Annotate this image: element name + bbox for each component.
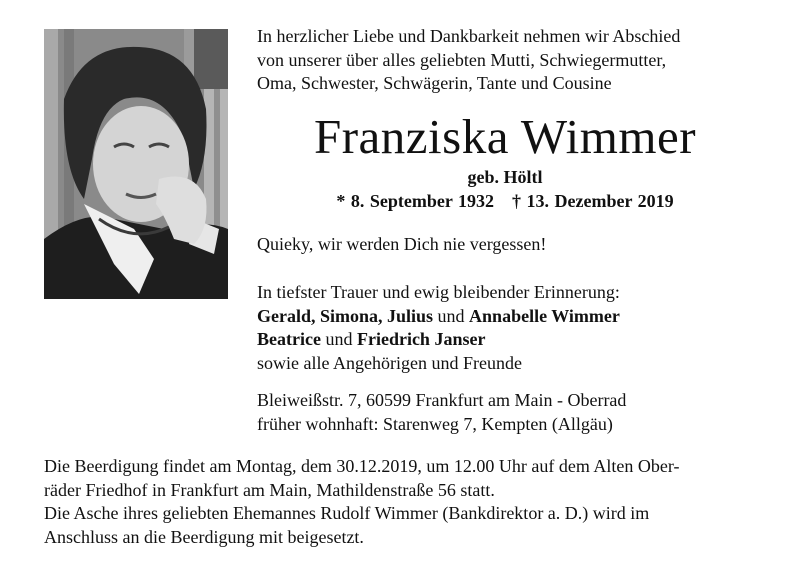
funeral-line: Anschluss an die Beerdigung mit beigesetzt. <box>44 526 364 547</box>
deceased-name: Franziska Wimmer <box>313 109 697 164</box>
mourner-names: Beatrice <box>257 329 321 349</box>
funeral-details <box>44 455 758 549</box>
current-address: Bleiweißstr. 7, 60599 Frankfurt am Main - Oberrad <box>257 390 627 410</box>
death-date: † 13. Dezember 2019 <box>512 191 674 211</box>
address-block <box>257 389 777 436</box>
mourner-conjunction: und <box>320 329 357 349</box>
intro-text <box>257 25 757 96</box>
portrait-photo <box>44 29 228 299</box>
intro-line: von unserer über alles geliebten Mutti, Schwiegermutter, <box>257 49 667 70</box>
mourners-row <box>257 328 777 352</box>
funeral-line: Die Asche ihres geliebten Ehemannes Rudolf Wimmer (Bankdirektor a. D.) wird im <box>44 503 650 523</box>
mourners-heading: In tiefster Trauer und ewig bleibender Erinnerung: <box>257 282 620 302</box>
life-dates <box>230 190 780 212</box>
funeral-line: Die Beerdigung findet am Montag, dem 30.12.2019, um 12.00 Uhr auf dem Alten Ober- <box>44 456 680 476</box>
mourners-others: sowie alle Angehörigen und Freunde <box>257 352 522 373</box>
mourner-names: Annabelle Wimmer <box>469 305 620 326</box>
maiden-name: geb. Höltl <box>467 167 543 187</box>
intro-line: In herzlicher Liebe und Dankbarkeit nehmen wir Abschied <box>257 26 681 46</box>
mourners-row <box>257 305 777 329</box>
birth-date: * 8. September 1932 <box>336 191 495 211</box>
mourner-names: Gerald, Simona, Julius <box>257 305 434 326</box>
intro-line: Oma, Schwester, Schwägerin, Tante und Cousine <box>257 73 612 93</box>
funeral-line: räder Friedhof in Frankfurt am Main, Mathildenstraße 56 statt. <box>44 479 495 500</box>
mourner-conjunction: und <box>433 305 470 326</box>
mourner-names: Friedrich Janser <box>356 329 486 349</box>
former-address: früher wohnhaft: Starenweg 7, Kempten (Allgäu) <box>257 413 613 434</box>
mourners-block <box>257 281 777 375</box>
motto: Quieky, wir werden Dich nie vergessen! <box>257 234 547 254</box>
